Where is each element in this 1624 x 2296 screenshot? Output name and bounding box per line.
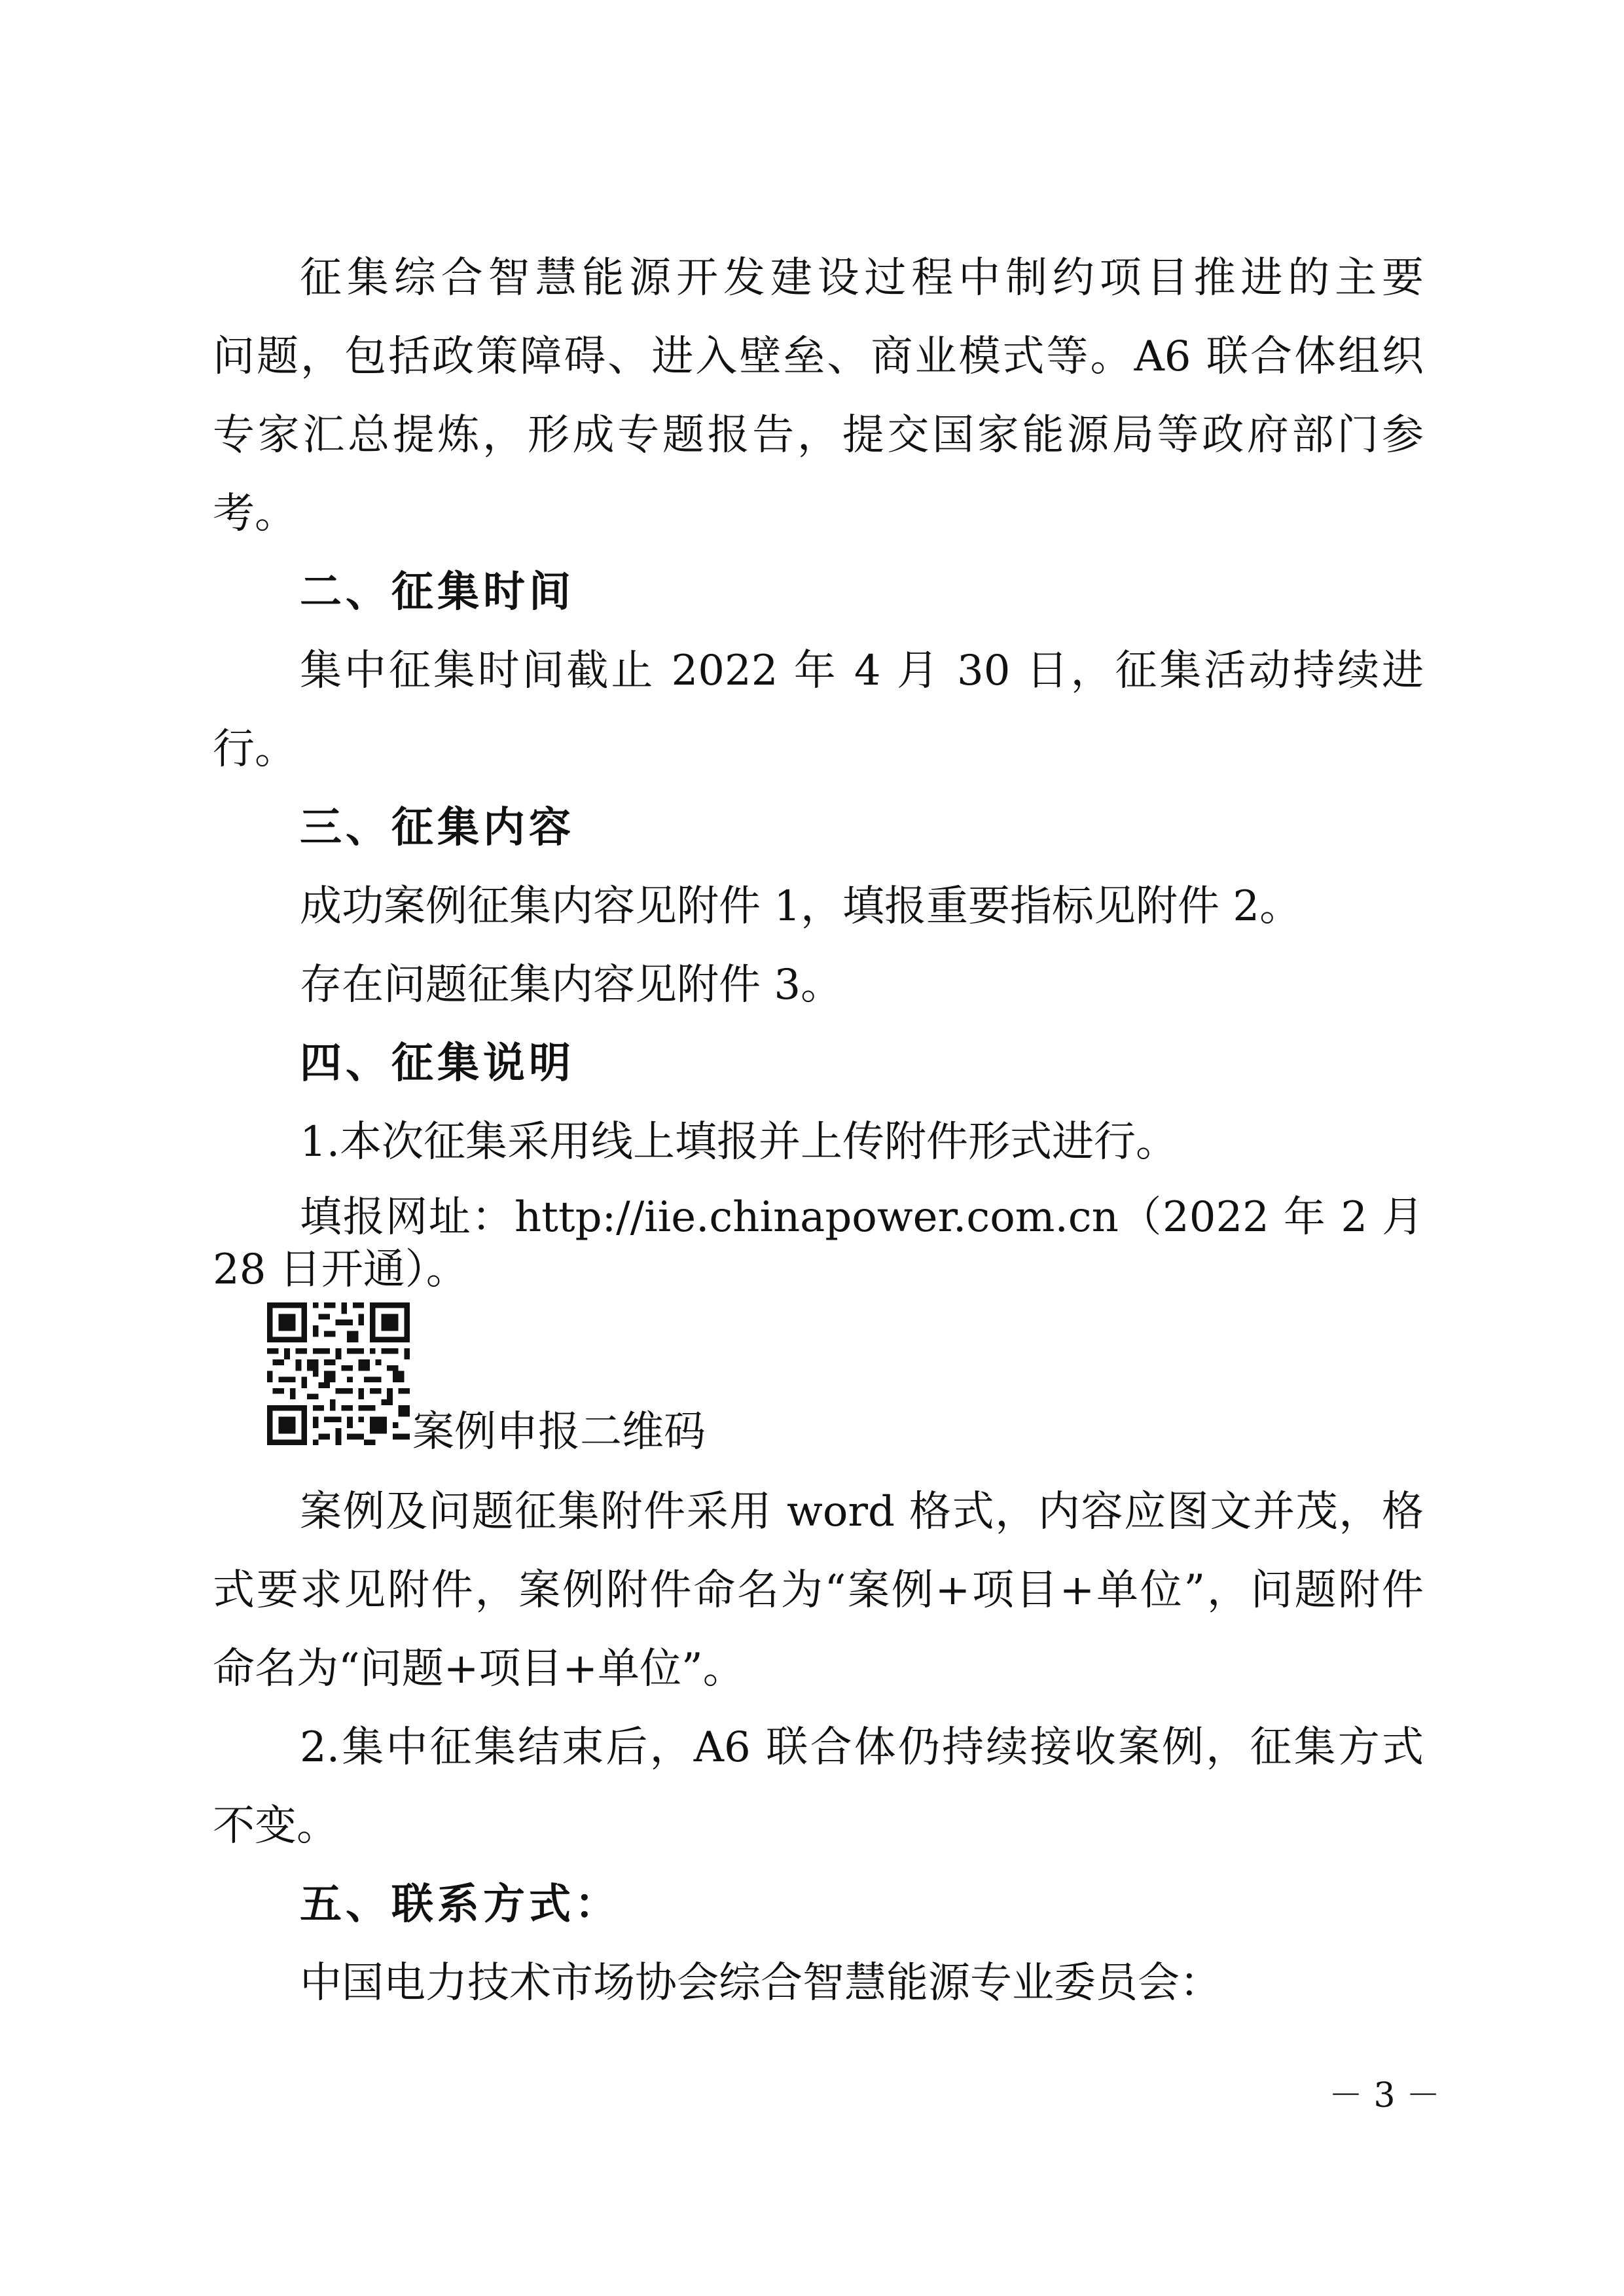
qr-code[interactable] [267,1302,410,1445]
paragraph-line: 征集综合智慧能源开发建设过程中制约项目推进的主要 [300,254,1424,302]
paragraph-line: 集中征集时间截止 2022 年 4 月 30 日，征集活动持续进 [300,647,1424,695]
paragraph-line: 专家汇总提炼，形成专题报告，提交国家能源局等政府部门参 [213,411,1424,459]
section-heading-time: 二、征集时间 [300,567,575,617]
section-heading-contact: 五、联系方式： [300,1880,621,1929]
paragraph-line: 2.集中征集结束后，A6 联合体仍持续接收案例，征集方式 [300,1723,1424,1772]
paragraph-line: 中国电力技术市场协会综合智慧能源专业委员会： [300,1959,1221,2007]
paragraph-line: 1.本次征集采用线上填报并上传附件形式进行。 [300,1118,1178,1166]
paragraph-line: 成功案例征集内容见附件 1，填报重要指标见附件 2。 [300,882,1302,931]
paragraph-line: 式要求见附件，案例附件命名为“案例+项目+单位”，问题附件 [213,1566,1424,1615]
paragraph-line: 28 日开通）。 [213,1246,468,1294]
qr-caption: 案例申报二维码 [412,1408,706,1456]
paragraph-line: 存在问题征集内容见附件 3。 [300,961,843,1009]
paragraph-line: 案例及问题征集附件采用 word 格式，内容应图文并茂，格 [300,1488,1424,1536]
paragraph-line: 不变。 [213,1802,338,1850]
section-heading-content: 三、征集内容 [300,803,575,852]
paragraph-line: 行。 [213,725,297,774]
url-line: 填报网址：http://iie.chinapower.com.cn（2022 年 2 月 [300,1193,1424,1242]
paragraph-line: 考。 [213,490,297,538]
paragraph-line: 命名为“问题+项目+单位”。 [213,1645,745,1693]
paragraph-line: 问题，包括政策障碍、进入壁垒、商业模式等。A6 联合体组织 [213,332,1424,381]
page-number: － 3 － [1329,2076,1441,2115]
section-heading-instructions: 四、征集说明 [300,1039,575,1088]
